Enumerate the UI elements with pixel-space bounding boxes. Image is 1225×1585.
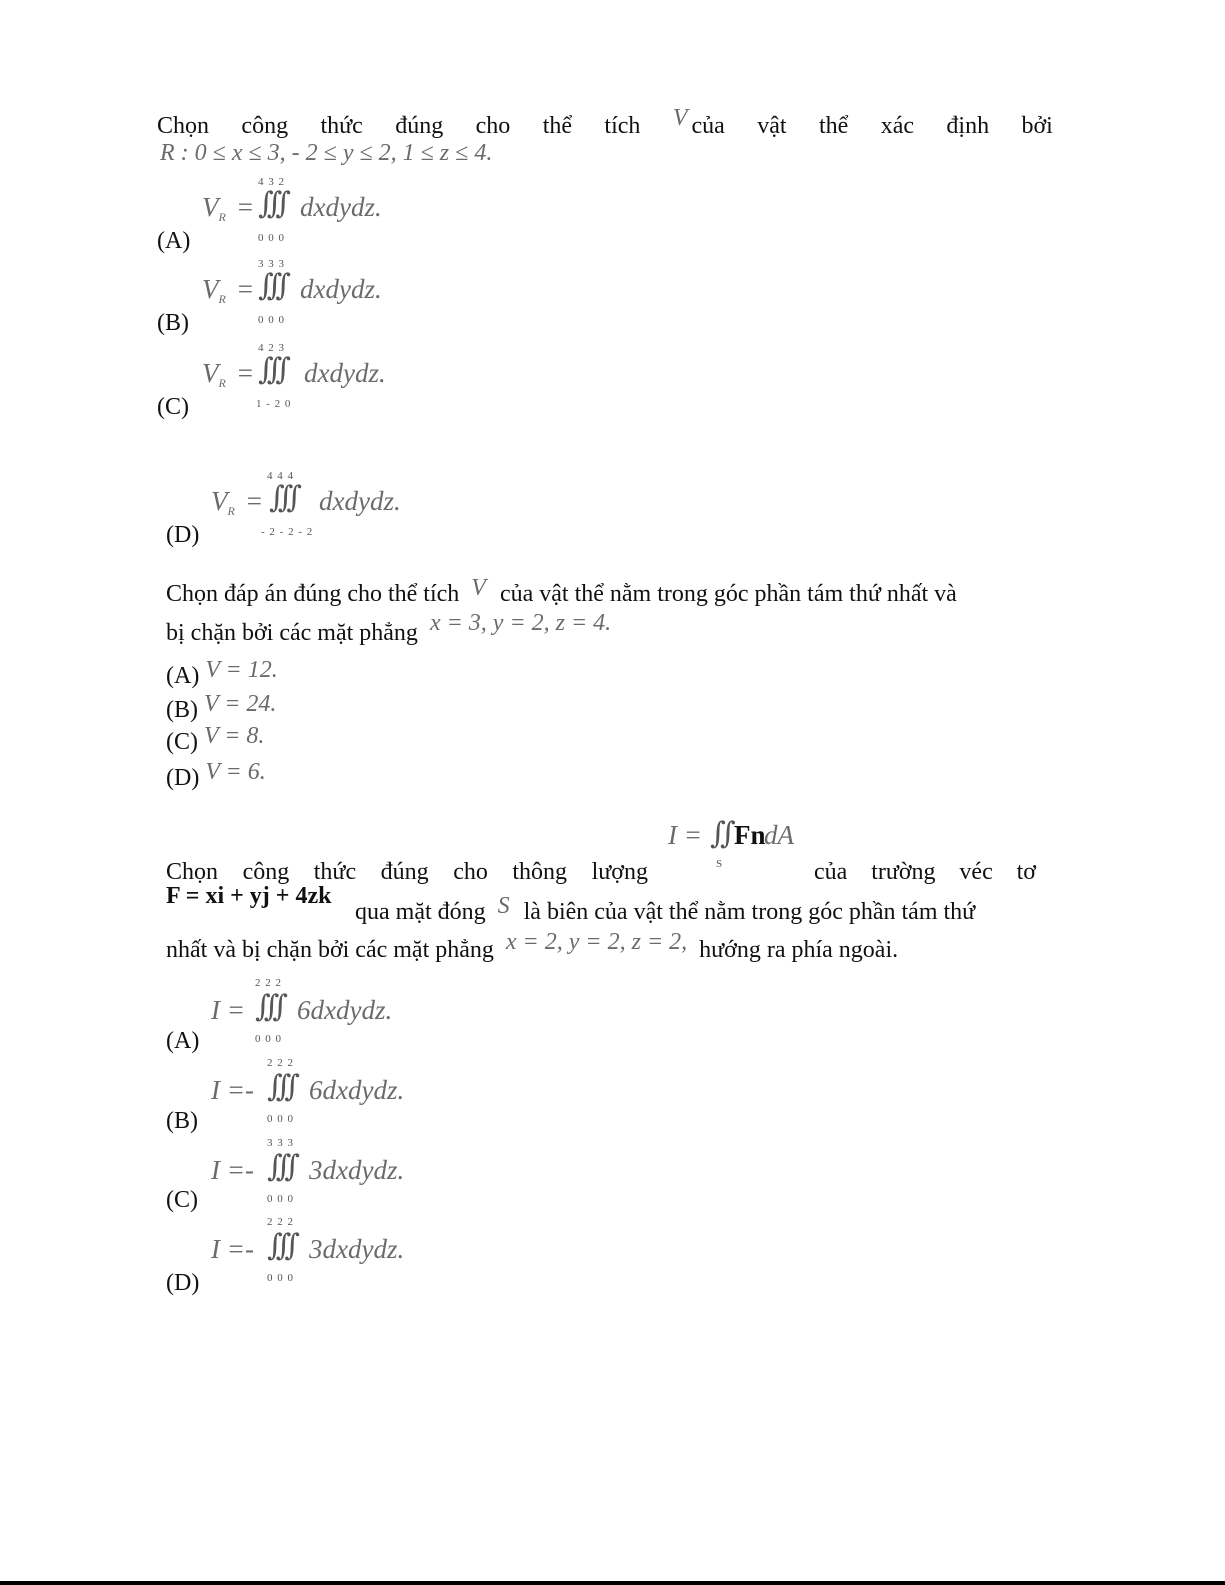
q1-option-b-label: (B) xyxy=(157,310,189,336)
flux-surface-subscript: S xyxy=(716,858,724,870)
triple-integral-icon: ∫∫∫ xyxy=(258,186,284,221)
q3-word: thức xyxy=(313,859,357,885)
q1-volume-symbol: V xyxy=(672,105,688,131)
q1-region: R : 0 ≤ x ≤ 3, - 2 ≤ y ≤ 2, 1 ≤ z ≤ 4. xyxy=(160,140,493,166)
q2-line-1 xyxy=(166,575,957,608)
q3-option-d-formula xyxy=(211,1216,471,1286)
q1-word: bởi xyxy=(1021,113,1053,139)
lower-limits: 0 0 0 xyxy=(258,314,285,326)
lower-limits: 0 0 0 xyxy=(255,1033,282,1045)
q1-option-d-formula xyxy=(211,470,471,540)
upper-limits: 2 2 2 xyxy=(267,1057,294,1069)
q1-option-b-formula xyxy=(202,258,462,328)
q3-word: đúng xyxy=(380,859,429,885)
lhs: I =- xyxy=(211,1155,254,1185)
double-integral-icon: ∬ xyxy=(710,816,729,851)
triple-integral-icon: ∫∫∫ xyxy=(258,352,284,387)
q1-word: cho xyxy=(475,113,511,139)
q2-option-a-value: V = 12. xyxy=(205,657,278,683)
q2-option-a-label: (A) xyxy=(166,663,200,689)
integrand: dxdydz. xyxy=(319,486,401,516)
q3-line-2 xyxy=(166,884,331,912)
q2-text: bị chặn bởi các mặt phẳng xyxy=(166,620,418,646)
q2-option-c xyxy=(166,723,265,756)
q2-option-b-value: V = 24. xyxy=(204,691,277,717)
q3-line-1 xyxy=(166,858,1036,886)
q2-text: của vật thể nằm trong góc phần tám thứ nhất và xyxy=(499,581,957,607)
q2-option-d xyxy=(166,759,266,792)
lhs-symbol: V xyxy=(202,358,219,388)
integrand: 6dxdydz. xyxy=(309,1075,405,1105)
q1-word: vật xyxy=(757,113,787,139)
lower-limits: 0 0 0 xyxy=(258,232,285,244)
q1-word-cua: của xyxy=(691,113,725,139)
lhs: I =- xyxy=(211,1075,254,1105)
q1-word: đúng xyxy=(395,113,444,139)
integrand: dxdydz. xyxy=(304,358,386,388)
q3-planes: x = 2, y = 2, z = 2, xyxy=(505,929,688,955)
equals: = xyxy=(236,274,255,304)
lhs-subscript: R xyxy=(218,210,226,224)
lhs xyxy=(202,274,226,307)
q3-word: cho xyxy=(453,859,488,885)
q3-word: tơ xyxy=(1016,859,1036,885)
q3-option-b-formula xyxy=(211,1057,471,1127)
triple-integral-icon: ∫∫∫ xyxy=(255,989,281,1024)
q1-word: Chọn xyxy=(157,113,210,139)
integrand: 3dxdydz. xyxy=(309,1234,405,1264)
upper-limits: 3 3 3 xyxy=(267,1137,294,1149)
equals: = xyxy=(245,486,264,516)
q2-volume-symbol: V xyxy=(471,575,486,601)
lhs xyxy=(211,486,235,519)
q1-word: tích xyxy=(604,113,641,139)
q3-word: lượng xyxy=(591,859,648,885)
q3-text: nhất và bị chặn bởi các mặt phẳng xyxy=(166,937,494,963)
upper-limits: 4 4 4 xyxy=(267,470,294,482)
lhs-symbol: V xyxy=(202,192,219,222)
q3-option-c-label: (C) xyxy=(166,1187,198,1213)
triple-integral-icon: ∫∫∫ xyxy=(258,268,284,303)
q3-text: qua mặt đóng xyxy=(355,899,486,925)
flux-tail: dA xyxy=(764,820,794,850)
lower-limits: 0 0 0 xyxy=(267,1193,294,1205)
triple-integral-icon: ∫∫∫ xyxy=(267,1149,293,1184)
q1-option-c-label: (C) xyxy=(157,394,189,420)
upper-limits: 2 2 2 xyxy=(267,1216,294,1228)
q3-option-b-label: (B) xyxy=(166,1108,198,1134)
q1-word: thức xyxy=(320,113,363,139)
q3-option-d-label: (D) xyxy=(166,1270,200,1296)
q3-line-3 xyxy=(166,929,899,964)
lower-limits: - 2 - 2 - 2 xyxy=(261,526,314,538)
q3-word: của xyxy=(814,859,848,885)
q3-word: thông xyxy=(512,859,568,885)
lhs-subscript: R xyxy=(227,504,235,518)
flux-field: Fn xyxy=(734,820,766,850)
q2-option-b xyxy=(166,691,277,724)
integrand: 6dxdydz. xyxy=(297,995,393,1025)
q2-option-c-value: V = 8. xyxy=(204,723,265,749)
q2-option-d-label: (D) xyxy=(166,765,200,791)
q3-option-a-formula xyxy=(211,977,471,1047)
q3-word: trường xyxy=(871,859,936,885)
q1-word: công xyxy=(241,113,289,139)
q1-word: xác xyxy=(880,113,914,139)
lhs: I =- xyxy=(211,1234,254,1264)
q3-surface-symbol: S xyxy=(497,893,510,919)
integrand: 3dxdydz. xyxy=(309,1155,405,1185)
upper-limits: 4 3 2 xyxy=(258,176,285,188)
lhs-symbol: V xyxy=(211,486,228,516)
q3-vector-field: F = xi + yj + 4zk xyxy=(166,883,332,909)
q3-text: hướng ra phía ngoài. xyxy=(699,937,899,963)
lhs xyxy=(202,192,226,225)
q2-text: Chọn đáp án đúng cho thể tích xyxy=(166,581,460,607)
triple-integral-icon: ∫∫∫ xyxy=(267,1228,293,1263)
q3-word: công xyxy=(242,859,290,885)
equals: = xyxy=(236,358,255,388)
lower-limits: 1 - 2 0 xyxy=(256,398,292,410)
triple-integral-icon: ∫∫∫ xyxy=(269,480,295,515)
integrand: dxdydz. xyxy=(300,192,382,222)
q2-planes: x = 3, y = 2, z = 4. xyxy=(429,610,612,636)
page-bottom-border xyxy=(0,1581,1225,1585)
equals: = xyxy=(236,192,255,222)
q3-option-a-label: (A) xyxy=(166,1028,200,1054)
lower-limits: 0 0 0 xyxy=(267,1113,294,1125)
lhs xyxy=(202,358,226,391)
q3-line-1-left xyxy=(166,858,648,886)
q1-option-a-label: (A) xyxy=(157,228,191,254)
q1-line-1 xyxy=(157,105,1053,140)
q3-word: Chọn xyxy=(166,859,219,885)
q1-option-d-label: (D) xyxy=(166,522,200,548)
q1-option-c-formula xyxy=(202,342,462,412)
flux-lhs: I = xyxy=(668,820,702,850)
integrand: dxdydz. xyxy=(300,274,382,304)
q1-word: thể xyxy=(818,113,849,139)
triple-integral-icon: ∫∫∫ xyxy=(267,1069,293,1104)
q2-option-d-value: V = 6. xyxy=(205,759,266,785)
lhs: I = xyxy=(211,995,245,1025)
q3-option-c-formula xyxy=(211,1137,471,1207)
q2-option-a xyxy=(166,657,278,690)
q2-option-c-label: (C) xyxy=(166,729,198,755)
upper-limits: 2 2 2 xyxy=(255,977,282,989)
lhs-symbol: V xyxy=(202,274,219,304)
q3-word: véc xyxy=(959,859,993,885)
q2-line-2 xyxy=(166,610,612,647)
q1-word xyxy=(672,105,725,140)
q1-word: định xyxy=(946,113,990,139)
q3-text: là biên của vật thể nằm trong góc phần tám thứ xyxy=(523,899,976,925)
q1-word: thể xyxy=(542,113,573,139)
q1-option-a-formula xyxy=(202,176,462,246)
q3-line-2-rest xyxy=(355,893,976,926)
upper-limits: 3 3 3 xyxy=(258,258,285,270)
q3-line-1-right xyxy=(814,858,1036,886)
q2-option-b-label: (B) xyxy=(166,697,198,723)
lhs-subscript: R xyxy=(218,292,226,306)
upper-limits: 4 2 3 xyxy=(258,342,285,354)
lhs-subscript: R xyxy=(218,376,226,390)
lower-limits: 0 0 0 xyxy=(267,1272,294,1284)
